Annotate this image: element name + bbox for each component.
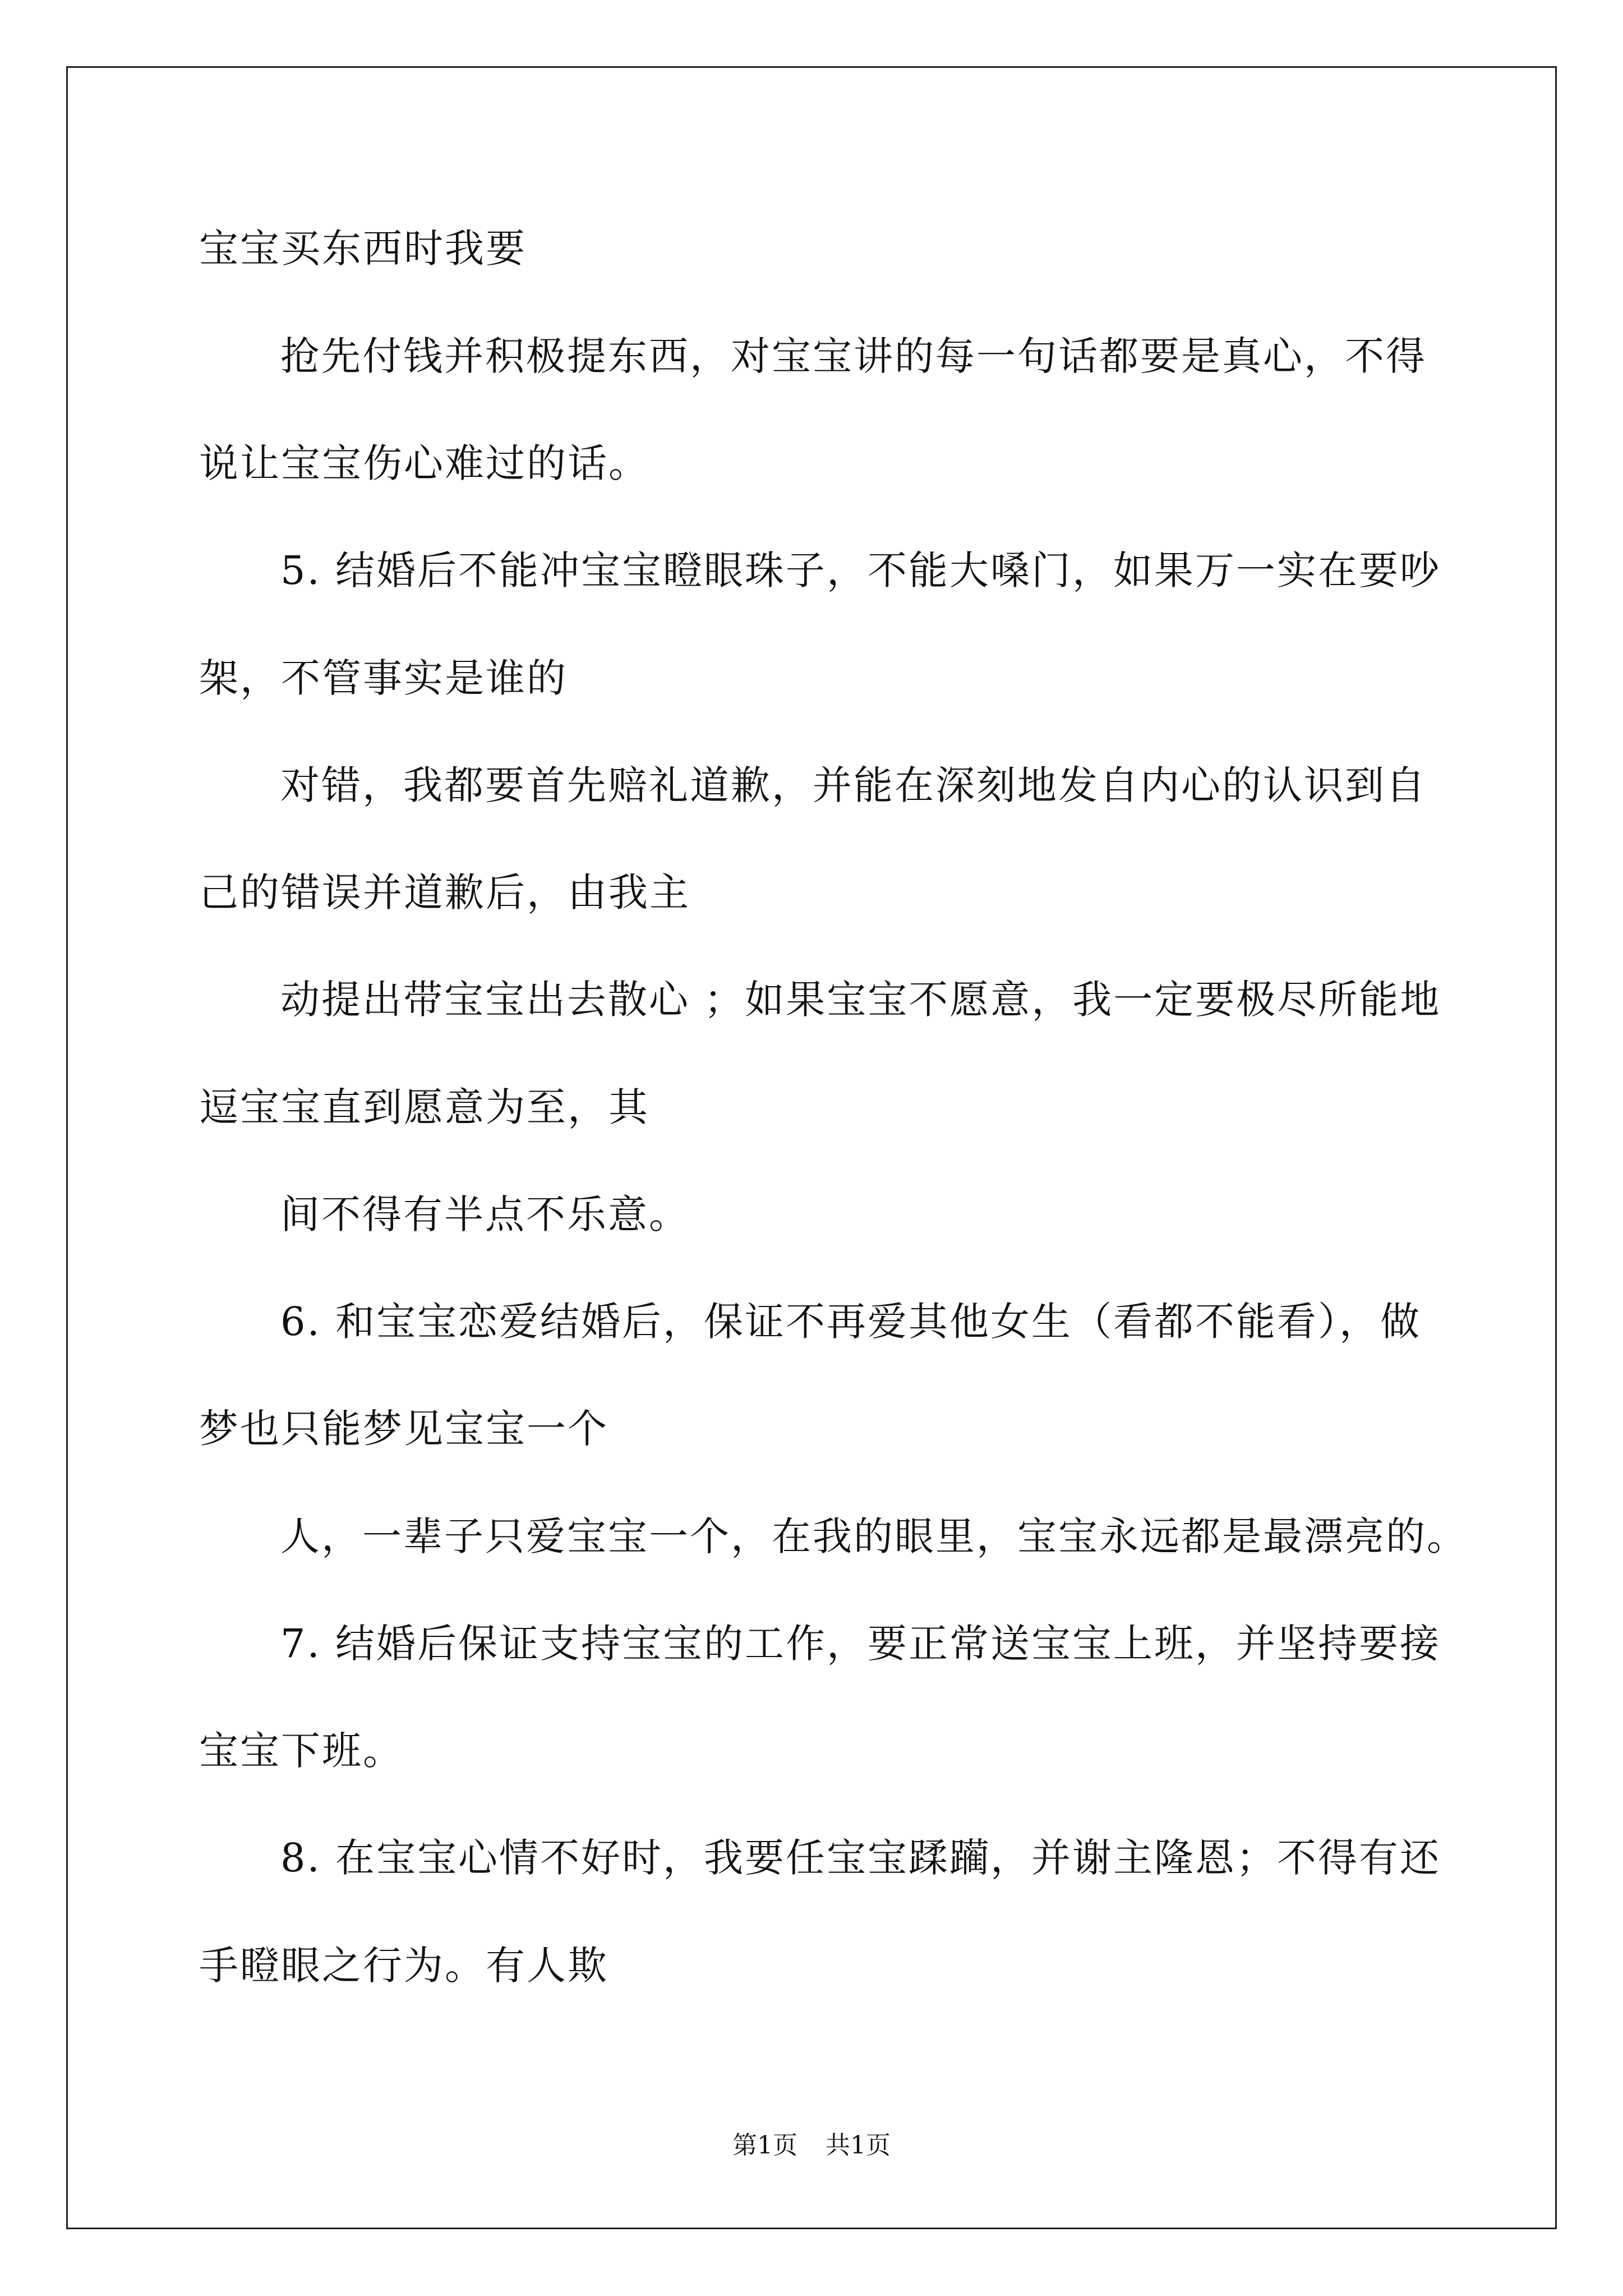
document-line-14: 7. 结婚后保证支持宝宝的工作，要正常送宝宝上班，并坚持要接 (280, 1621, 1441, 1667)
document-line-6: 对错，我都要首先赔礼道歉，并能在深刻地发自内心的认识到自 (280, 762, 1427, 808)
document-line-7: 己的错误并道歉后，由我主 (199, 869, 690, 915)
document-line-16: 8. 在宝宝心情不好时，我要任宝宝蹂躏，并谢主隆恩；不得有还 (280, 1835, 1441, 1881)
document-line-12: 梦也只能梦见宝宝一个 (199, 1406, 608, 1452)
document-line-5: 架，不管事实是谁的 (199, 655, 568, 701)
page-number: 第1页 (732, 2131, 797, 2160)
page-footer (0, 2129, 1623, 2162)
document-line-11: 6. 和宝宝恋爱结婚后，保证不再爱其他女生（看都不能看），做 (280, 1299, 1422, 1345)
document-line-17: 手瞪眼之行为。有人欺 (199, 1943, 608, 1989)
page-total: 共1页 (826, 2131, 891, 2160)
document-line-8: 动提出带宝宝出去散心 ；如果宝宝不愿意，我一定要极尽所能地 (280, 977, 1441, 1023)
page-border (66, 66, 1557, 2229)
document-line-9: 逗宝宝直到愿意为至，其 (199, 1084, 649, 1130)
document-line-1: 宝宝买东西时我要 (199, 226, 527, 272)
document-line-3: 说让宝宝伤心难过的话。 (199, 440, 649, 486)
document-line-13: 人，一辈子只爱宝宝一个，在我的眼里，宝宝永远都是最漂亮的。 (280, 1513, 1468, 1559)
document-line-4: 5. 结婚后不能冲宝宝瞪眼珠子，不能大嗓门，如果万一实在要吵 (280, 547, 1441, 593)
document-line-2: 抢先付钱并积极提东西，对宝宝讲的每一句话都要是真心，不得 (280, 333, 1427, 379)
document-line-15: 宝宝下班。 (199, 1728, 404, 1774)
document-line-10: 间不得有半点不乐意。 (280, 1191, 690, 1237)
